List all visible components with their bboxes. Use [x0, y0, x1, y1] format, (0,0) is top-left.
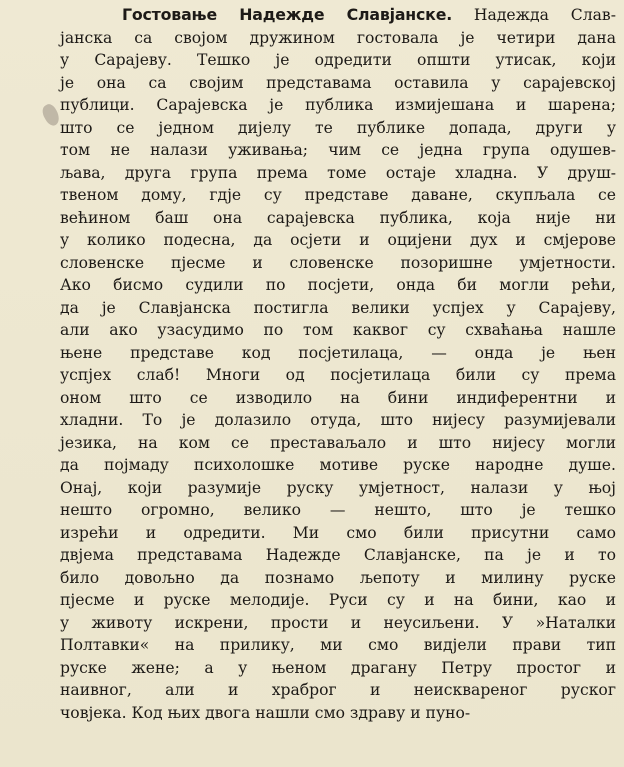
text-line: изрећи и одредити. Ми смо били присутни само: [60, 523, 616, 542]
text-line: њене представе код посјетилаца, — онда је њен: [60, 343, 616, 362]
text-line: човјека. Код њих двога нашли смо здраву и пуно-: [60, 703, 471, 722]
text-line: Полтавки« на прилику, ми смо видјели прави тип: [60, 636, 616, 654]
article-first-line: [60, 4, 616, 27]
text-line: хладни. То је долазило отуда, што нијесу разумијевали: [60, 411, 616, 429]
text-line: у колико подесна, да осјети и оцијени дух и смјерове: [60, 231, 616, 249]
text-line: нешто огромно, велико — нешто, што је тешко: [60, 501, 616, 519]
text-line: било довољно да познамо љепоту и милину руске: [60, 568, 616, 587]
text-line: језика, на ком се преставаљало и што нијесу могли: [60, 433, 616, 452]
text-line: пјесме и руске мелодије. Руси су и на бини, као и: [60, 591, 616, 609]
text-line: словенске пјесме и словенске позоришне умјетности.: [60, 253, 616, 272]
text-line: али ако узасудимо по том каквог су схваћања нашле: [60, 321, 616, 339]
text-line: руске жене; а у њеном драгану Петру простог и: [60, 658, 616, 677]
text-line: Ако бисмо судили по посјети, онда би могли рећи,: [60, 276, 616, 294]
text-line: у Сарајеву. Тешко је одредити општи утисак, који: [60, 51, 616, 69]
text-line: успјех слаб! Многи од посјетилаца били су према: [60, 366, 616, 384]
text-line: оном што се изводило на бини индиферентни и: [60, 388, 616, 407]
text-line: публици. Сарајевска је публика измијешана и шарена;: [60, 96, 616, 114]
text-line: је она са својим представама оставила у сарајевској: [60, 73, 616, 92]
text-line: твеном дому, гдје су представе даване, скупљала се: [60, 186, 616, 204]
text-line: том не налази уживања; чим се једна група одушев-: [60, 141, 616, 159]
text-line: већином баш она сарајевска публика, која није ни: [60, 208, 616, 227]
text-line: Онај, који разумије руску умјетност, налази у њој: [60, 478, 616, 497]
text-line: наивног, али и храброг и неисквареног руског: [60, 681, 616, 699]
text-line: двјема представама Надежде Славјанске, па је и то: [60, 546, 616, 564]
text-line: да појмаду психолошке мотиве руске народне душе.: [60, 456, 616, 474]
text-line: у животу искрени, прости и неусиљени. У »Наталки: [60, 613, 616, 632]
text-line: љава, друга група према томе остаје хладна. У друш-: [60, 163, 616, 182]
text-line: да је Славјанска постигла велики успјех у Сарајеву,: [60, 298, 616, 317]
text-line: јанска са својом дружином гостовала је четири дана: [60, 28, 616, 47]
article-title: Гостовање Надежде Славјанске.: [122, 5, 453, 24]
article-text: [60, 4, 616, 724]
text-line: што се једном дијелу те публике допада, други у: [60, 118, 616, 137]
article-first-line-text: Надежда Слав-: [452, 6, 616, 24]
